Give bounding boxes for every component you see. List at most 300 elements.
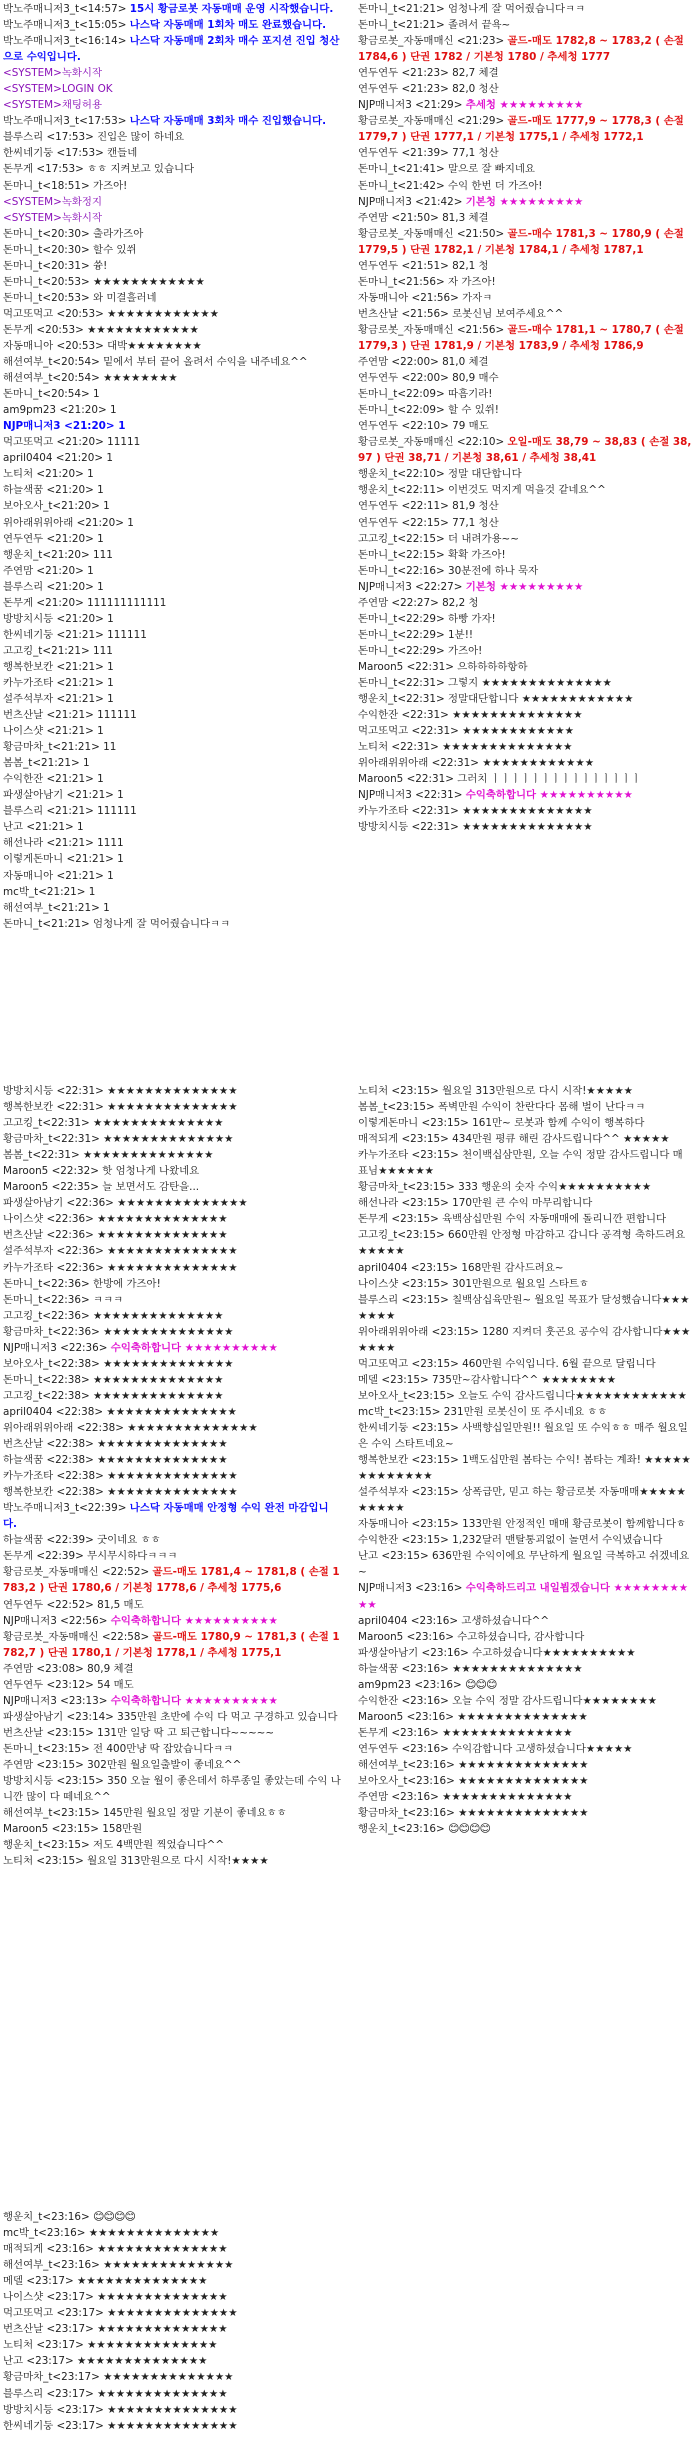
chat-message — [358, 1548, 692, 1580]
chat-message-text: 방방치시등 <21:20> 1 — [3, 612, 114, 625]
chat-message — [3, 1677, 342, 1693]
chat-message-text: 자동매니아 <21:21> 1 — [3, 869, 114, 882]
chat-message-text: 난고 <23:17> ★★★★★★★★★★★★★★ — [3, 2355, 208, 2368]
chat-message-text: 먹고또먹고 <22:31> ★★★★★★★★★★★★ — [358, 725, 574, 738]
chat-message — [3, 1388, 342, 1404]
chat-message — [3, 322, 342, 338]
chat-message-text: 연두연두 <21:23> 82,7 체결 — [358, 67, 499, 80]
chat-message-text: <SYSTEM>녹화정지 — [3, 195, 102, 208]
chat-message — [3, 2257, 342, 2273]
chat-message-text: 카누가조타 <21:21> 1 — [3, 676, 114, 689]
chat-log-panel-2 — [355, 0, 695, 1005]
chat-message-text: 돈마니_t<21:21> 엄청나게 잘 먹어줬습니다ㅋㅋ — [3, 917, 231, 930]
chat-log-panel-1 — [0, 0, 345, 1005]
chat-message-text: 박노주매니저3_t<17:53> — [3, 115, 130, 128]
chat-message-highlight: 나스닥 자동매매 안정형 수익 완전 마감입니다. — [3, 1502, 329, 1531]
chat-message-text: 한씨네기둥 <23:17> ★★★★★★★★★★★★★★ — [3, 2419, 238, 2432]
chat-message — [3, 771, 342, 787]
chat-message — [358, 1324, 692, 1356]
chat-message-highlight: 수익축하합니다 ★★★★★★★★★★ — [110, 1614, 278, 1627]
chat-message — [358, 1276, 692, 1292]
chat-message — [358, 1372, 692, 1388]
chat-message — [3, 819, 342, 835]
chat-message-text: 블루스리 <17:53> 진입은 많이 하네요 — [3, 131, 185, 144]
chat-message-text: 나이스샷 <21:21> 1 — [3, 725, 104, 738]
chat-message — [3, 81, 342, 97]
chat-message — [358, 1195, 692, 1211]
chat-message-text: 노티처 <21:20> 1 — [3, 468, 94, 481]
chat-message-text: 한씨네기둥 <17:53> 캔들네 — [3, 147, 138, 160]
chat-message — [3, 611, 342, 627]
chat-message-text: 번츠산날 <22:38> ★★★★★★★★★★★★★★ — [3, 1438, 228, 1451]
chat-message — [3, 1115, 342, 1131]
chat-message — [3, 803, 342, 819]
chat-message-text: 돈마니_t<22:29> 가즈아! — [358, 644, 483, 657]
chat-message — [3, 1147, 342, 1163]
chat-message — [358, 723, 692, 739]
chat-message-text: 난고 <21:21> 1 — [3, 821, 84, 834]
chat-message — [358, 1645, 692, 1661]
chat-message-text: 보아오사_t<23:15> 오늘도 수익 감사드립니다★★★★★★★★★★★★ — [358, 1389, 687, 1402]
chat-message-text: 위아래위위아래 <23:15> 1280 지켜더 훗곤요 공수익 감사합니다★★★★★★★ — [358, 1325, 691, 1354]
chat-message-text: 봄봄_t<22:31> ★★★★★★★★★★★★★★ — [3, 1149, 214, 1162]
chat-message-text: 자동매니아 <20:53> 대박★★★★★★★★ — [3, 339, 202, 352]
chat-message — [3, 1452, 342, 1468]
chat-message — [3, 916, 342, 932]
chat-message-text: 번츠산날 <21:21> 111111 — [3, 709, 137, 722]
chat-message-text: 해션여부_t<20:54> ★★★★★★★★ — [3, 372, 178, 385]
chat-message — [358, 787, 692, 803]
chat-message — [358, 1452, 692, 1484]
chat-message-text: 황금마차_t<23:15> 333 행운의 숫자 수익★★★★★★★★★★ — [358, 1181, 652, 1194]
chat-message — [3, 1629, 342, 1661]
chat-message-text: 돈무게 <21:20> 111111111111 — [3, 596, 167, 609]
chat-message — [3, 2353, 342, 2369]
chat-message — [358, 418, 692, 434]
chat-message-text: 먹고또먹고 <23:15> 460만원 수익입니다. 6월 끝으로 달립니다 — [358, 1357, 656, 1370]
chat-message-text: 황금마차_t<23:17> ★★★★★★★★★★★★★★ — [3, 2371, 234, 2384]
chat-message-text: 매적되게 <23:16> ★★★★★★★★★★★★★★ — [3, 2243, 228, 2256]
chat-message-text: 연두연두 <23:16> 수익감합니다 고생하셨습니다★★★★★ — [358, 1742, 633, 1755]
chat-message-text: 하늘색꿈 <22:39> 굿이네요 ㅎㅎ — [3, 1534, 161, 1547]
smiley-emoji-icon: 😊😊😊😊 — [93, 2210, 135, 2223]
chat-message-highlight: 나스닥 자동매매 2회차 매수 포지션 진입 청산으로 수익입니다. — [3, 35, 340, 64]
chat-log-panel-3 — [0, 1082, 345, 2202]
chat-message — [358, 434, 692, 466]
chat-message — [3, 1292, 342, 1308]
chat-message-text: 돈마니_t<21:41> 말으로 잘 빠지네요 — [358, 163, 535, 176]
chat-message-text: 연두연두 <23:12> 54 매도 — [3, 1678, 134, 1691]
chat-message — [3, 675, 342, 691]
chat-message — [3, 1083, 342, 1099]
chat-message — [358, 643, 692, 659]
chat-message-text: 블루스리 <21:21> 111111 — [3, 805, 137, 818]
chat-message-text: 황금로봇_자동매매신 <21:56> — [358, 323, 508, 336]
chat-message — [358, 161, 692, 177]
chat-message — [3, 17, 342, 33]
chat-message — [3, 178, 342, 194]
chat-message-text: 보아오사_t<23:16> ★★★★★★★★★★★★★★ — [358, 1775, 589, 1788]
chat-message-text: 자동매니아 <23:15> 133만원 안정적인 매매 황금로봇이 함께합니다ㅎ — [358, 1518, 686, 1531]
chat-message-text: 돈마니_t<21:21> 엄청나게 잘 먹어줬습니다ㅋㅋ — [358, 3, 586, 15]
chat-message-text: 돈마니_t<21:42> 수익 한번 더 가즈아! — [358, 179, 543, 192]
chat-message-text: 봄봄_t<23:15> 폭벽만원 수익이 찬란다다 몸해 벌이 난다ㅋㅋ — [358, 1101, 646, 1114]
chat-message-text: Maroon5 <22:31> 으하하하하항하 — [358, 660, 528, 673]
chat-message-text: 나이스샷 <22:36> ★★★★★★★★★★★★★★ — [3, 1213, 228, 1226]
chat-message — [358, 1147, 692, 1179]
chat-message — [3, 1500, 342, 1532]
chat-message-text: Maroon5 <22:35> 늘 보면서도 감탄을... — [3, 1181, 200, 1194]
chat-message-text: Maroon5 <23:16> 수고하셨습니다, 감사합니다 — [358, 1630, 585, 1643]
chat-message — [3, 1099, 342, 1115]
chat-message-text: 방방치시등 <22:31> ★★★★★★★★★★★★★★ — [358, 821, 593, 834]
chat-message — [358, 274, 692, 290]
chat-message-text: 파생살아남기 <21:21> 1 — [3, 789, 124, 802]
chat-message-text: mc박_t<23:15> 231만원 로봇신이 또 주시네요 ㅎㅎ — [358, 1405, 608, 1418]
chat-message-highlight: 기본청 ★★★★★★★★★ — [465, 195, 584, 208]
chat-message-text: 한씨네기둥 <21:21> 111111 — [3, 628, 147, 641]
chat-message — [3, 1548, 342, 1564]
chat-message-text: 돈무게 <22:39> 무시무시하다ㅋㅋㅋ — [3, 1550, 178, 1563]
chat-message — [358, 1629, 692, 1645]
chat-message — [358, 81, 692, 97]
chat-message — [3, 1532, 342, 1548]
chat-message — [358, 1179, 692, 1195]
chat-message — [358, 1741, 692, 1757]
chat-message-text: 이렇게돈마니 <21:21> 1 — [3, 853, 124, 866]
chat-message — [358, 755, 692, 771]
chat-message — [358, 1420, 692, 1452]
chat-message — [358, 531, 692, 547]
chat-message — [3, 1356, 342, 1372]
chat-message — [3, 2337, 342, 2353]
chat-message — [3, 884, 342, 900]
chat-message — [3, 1404, 342, 1420]
chat-log-panel-5 — [0, 2208, 345, 2452]
chat-message — [3, 1468, 342, 1484]
chat-message — [358, 1083, 692, 1099]
chat-message — [358, 1821, 692, 1837]
chat-message — [3, 707, 342, 723]
chat-message-text: <SYSTEM>채팅허용 — [3, 99, 102, 112]
chat-message-text: april0404 <23:15> 168만원 감사드려요~ — [358, 1261, 564, 1274]
chat-message-text: 위아래위위아래 <22:31> ★★★★★★★★★★★★ — [358, 757, 595, 770]
chat-message-text: Maroon5 <22:32> 핫 엄청나게 나왔네요 — [3, 1165, 200, 1178]
chat-message — [3, 1757, 342, 1773]
chat-message — [358, 322, 692, 354]
chat-message — [358, 1484, 692, 1516]
chat-message-text: 위아래위위아래 <22:38> ★★★★★★★★★★★★★★ — [3, 1421, 258, 1434]
chat-message-text: 카누가조타 <23:15> 천이백십삼만원, 오늘 수익 정말 감사드립니다 매표님★★★★★★ — [358, 1149, 683, 1178]
chat-message — [3, 1436, 342, 1452]
chat-message-text: 방방치시등 <22:31> ★★★★★★★★★★★★★★ — [3, 1085, 238, 1097]
chat-message — [3, 418, 342, 434]
chat-message-text: 돈마니_t<20:53> ★★★★★★★★★★★★ — [3, 275, 205, 288]
chat-message-text: mc박_t<21:21> 1 — [3, 885, 96, 898]
chat-message — [3, 1853, 342, 1869]
chat-message-highlight: 15시 황금로봇 자동매매 운영 시작했습니다. — [129, 3, 334, 15]
chat-message-text: 메델 <23:15> 735만~감사합니다^^ ★★★★★★★★ — [358, 1373, 617, 1386]
chat-message-highlight: 골드-매도 1781,4 ~ 1781,8 ( 손절 1783,2 ) 단권 1780,6 / 기본청 1778,6 / 추세청 1775,6 — [3, 1566, 340, 1595]
chat-message — [358, 498, 692, 514]
chat-message-text: 카누가조타 <22:36> ★★★★★★★★★★★★★★ — [3, 1261, 238, 1274]
chat-message — [3, 1211, 342, 1227]
chat-message — [358, 226, 692, 258]
chat-message — [358, 1725, 692, 1741]
chat-message-text: 설주석부자 <21:21> 1 — [3, 693, 114, 706]
chat-message — [358, 482, 692, 498]
chat-message — [3, 386, 342, 402]
chat-message-text: 주연맘 <21:20> 1 — [3, 564, 94, 577]
chat-message — [3, 1484, 342, 1500]
chat-message — [358, 210, 692, 226]
chat-message-text: <SYSTEM>녹화시작 — [3, 67, 102, 80]
chat-message — [358, 1404, 692, 1420]
chat-message-text: 이렇게돈마니 <23:15> 161만~ 로봇과 함께 수익이 행복하다 — [358, 1117, 645, 1130]
chat-message — [358, 178, 692, 194]
chat-message-text: 고고킹_t<23:15> 660만원 안정형 마감하고 갑니다 공격형 축하드려요★★★★★ — [358, 1229, 686, 1258]
chat-message — [358, 1532, 692, 1548]
chat-message — [3, 1725, 342, 1741]
chat-message-text: 황금마차_t<22:31> ★★★★★★★★★★★★★★ — [3, 1133, 234, 1146]
chat-message — [3, 1372, 342, 1388]
chat-message — [3, 1260, 342, 1276]
chat-message-text: 행운치_t<22:31> 정말대단합니다 ★★★★★★★★★★★★ — [358, 693, 634, 706]
chat-message-text: 보아오사_t<22:38> ★★★★★★★★★★★★★★ — [3, 1357, 234, 1370]
chat-message-text: 돈마니_t<20:53> 와 미결흘러네 — [3, 291, 157, 304]
chat-message-text: 행복한보칸 <22:31> ★★★★★★★★★★★★★★ — [3, 1101, 238, 1114]
chat-message — [3, 579, 342, 595]
chat-message — [3, 129, 342, 145]
chat-message-text: NJP매니저3 <23:13> — [3, 1694, 111, 1707]
chat-message — [3, 1597, 342, 1613]
chat-message — [358, 1773, 692, 1789]
chat-message — [358, 354, 692, 370]
chat-message-text: 고고킹_t<21:21> 111 — [3, 644, 113, 657]
chat-message — [358, 675, 692, 691]
chat-message-text: april0404 <23:16> 고생하셨습니다^^ — [358, 1614, 550, 1627]
chat-message-text: 황금로봇_자동매매신 <21:29> — [358, 115, 508, 128]
chat-message-text: mc박_t<23:16> ★★★★★★★★★★★★★★ — [3, 2227, 220, 2240]
chat-message — [358, 1613, 692, 1629]
chat-message-text: 박노주매니저3_t<15:05> — [3, 19, 130, 32]
chat-message-highlight: 골드-매도 1780,9 ~ 1781,3 ( 손절 1782,7 ) 단권 1780,1 / 기본청 1778,1 / 추세청 1775,1 — [3, 1630, 340, 1659]
chat-message-text: 수익한잔 <23:15> 1,232달러 맨탈통괴없이 놀면서 수익냈습니다 — [358, 1534, 663, 1547]
chat-message — [3, 2241, 342, 2257]
chat-message-text: NJP매니저3 <21:42> — [358, 195, 466, 208]
chat-message — [358, 386, 692, 402]
chat-message-text: 행운치_t<22:10> 정말 대단합니다 — [358, 468, 522, 481]
chat-message-text: 행복한보칸 <23:15> 1백도십만원 봄타는 수익! 봄타는 계좌! ★★★★★★★★★★★★★ — [358, 1454, 691, 1483]
chat-message-text: 해선나라 <21:21> 1111 — [3, 837, 124, 850]
chat-message-text: 고고킹_t<22:38> ★★★★★★★★★★★★★★ — [3, 1389, 224, 1402]
chat-message-text: 행운치_t<23:16> — [3, 2211, 94, 2223]
chat-message — [3, 1693, 342, 1709]
chat-message — [358, 739, 692, 755]
chat-message — [3, 1805, 342, 1821]
chat-message — [358, 1709, 692, 1725]
chat-message-text: 자동매니아 <21:56> 가자ㅋ — [358, 291, 493, 304]
chat-message-text: 하늘색꿈 <23:16> ★★★★★★★★★★★★★★ — [358, 1662, 583, 1675]
chat-message — [3, 739, 342, 755]
chat-message — [3, 515, 342, 531]
chat-message — [3, 1163, 342, 1179]
chat-message-text: 주연맘 <23:08> 80,9 체결 — [3, 1662, 134, 1675]
chat-message-text: 박노주매니저3_t<16:14> — [3, 35, 130, 48]
chat-message — [3, 2402, 342, 2418]
chat-message-text: 난고 <23:15> 636만원 수익이에요 무난하게 월요일 극복하고 쉬겠네요~ — [358, 1550, 690, 1579]
chat-message-text: NJP매니저3 <21:29> — [358, 99, 466, 112]
chat-message — [358, 1, 692, 17]
chat-message-text: 설주석부자 <22:36> ★★★★★★★★★★★★★★ — [3, 1245, 238, 1258]
chat-message — [3, 482, 342, 498]
chat-message — [3, 2273, 342, 2289]
chat-message-text: 고고킹_t<22:15> 더 내려가용~~ — [358, 532, 519, 545]
chat-message-text: 주연맘 <23:15> 302만원 월요일출발이 좋네요^^ — [3, 1758, 242, 1771]
chat-message — [3, 755, 342, 771]
chat-message — [3, 1227, 342, 1243]
chat-message — [3, 434, 342, 450]
chat-message — [3, 2305, 342, 2321]
chat-message-text: 황금마차_t<23:16> ★★★★★★★★★★★★★★ — [358, 1807, 589, 1820]
chat-message-text: 연두연두 <22:15> 77,1 청산 — [358, 516, 499, 529]
chat-message — [358, 97, 692, 113]
chat-message — [358, 1260, 692, 1276]
chat-message — [3, 563, 342, 579]
chat-message — [3, 1821, 342, 1837]
chat-message-text: NJP매니저3 <22:56> — [3, 1614, 111, 1627]
chat-message — [3, 306, 342, 322]
chat-message-highlight: 골드-매도 1777,9 ~ 1778,3 ( 손절 1779,7 ) 단권 1777,1 / 기본청 1775,1 / 추세청 1772,1 — [358, 115, 684, 144]
chat-message-highlight: 골드-매수 1781,1 ~ 1780,7 ( 손절 1779,3 ) 단권 1781,9 / 기본청 1783,9 / 추세청 1786,9 — [358, 323, 684, 352]
chat-message-text: 번츠산날 <21:56> 로봇신님 보여주세요^^ — [358, 307, 564, 320]
chat-message-text: 박노주매니저3_t<14:57> — [3, 3, 130, 15]
chat-message-text: 돈마니_t<22:09> 따흠기라! — [358, 388, 493, 401]
chat-message — [3, 258, 342, 274]
chat-message — [358, 579, 692, 595]
chat-message — [3, 851, 342, 867]
chat-message-text: Maroon5 <22:31> 그러치 ㅣㅣㅣㅣㅣㅣㅣㅣㅣㅣㅣㅣㅣㅣㅣ — [358, 773, 642, 786]
chat-message-text: 돈마니_t<21:21> 졸려서 끝욕~ — [358, 19, 511, 32]
chat-message-text: 돈마니_t<20:31> 쓩! — [3, 259, 108, 272]
chat-message-text: 황금로봇_자동매매신 <22:58> — [3, 1630, 153, 1643]
chat-message — [3, 194, 342, 210]
chat-message-text: 주연맘 <22:27> 82,2 청 — [358, 596, 479, 609]
chat-message-highlight: 나스닥 자동매매 3회차 매수 진입했습니다. — [129, 115, 327, 128]
chat-message-highlight: 수익축하합니다 ★★★★★★★★★★ — [465, 789, 633, 802]
chat-message-text: 수익한잔 <21:21> 1 — [3, 773, 104, 786]
chat-message — [358, 1789, 692, 1805]
chat-message — [3, 338, 342, 354]
chat-message-text: 행복한보칸 <21:21> 1 — [3, 660, 114, 673]
chat-message-text: NJP매니저3 <23:16> — [358, 1582, 466, 1595]
chat-message — [358, 1356, 692, 1372]
chat-message-text: 황금로봇_자동매매신 <21:50> — [358, 227, 508, 240]
chat-message — [3, 1661, 342, 1677]
chat-message-text: 돈마니_t<22:15> 확확 가즈아! — [358, 548, 506, 561]
chat-message-text: 황금로봇_자동매매신 <22:52> — [3, 1566, 153, 1579]
chat-message — [3, 1308, 342, 1324]
chat-message-text: 번츠산날 <22:36> ★★★★★★★★★★★★★★ — [3, 1229, 228, 1242]
chat-message — [358, 113, 692, 145]
chat-message — [3, 2369, 342, 2385]
chat-message-text: 황금마차_t<21:21> 11 — [3, 741, 117, 754]
chat-message-text: 돈마니_t<22:36> ㅋㅋㅋ — [3, 1293, 124, 1306]
chat-message — [358, 17, 692, 33]
chat-message-text: 주연맘 <21:50> 81,3 체결 — [358, 211, 489, 224]
chat-message-text: 카누가조타 <22:31> ★★★★★★★★★★★★★★ — [358, 805, 593, 818]
chat-message — [358, 1115, 692, 1131]
chat-message-highlight: 기본청 ★★★★★★★★★ — [465, 580, 584, 593]
chat-message-text: 돈무게 <23:16> ★★★★★★★★★★★★★★ — [358, 1726, 573, 1739]
chat-message — [3, 210, 342, 226]
chat-message-text: 보아오사_t<21:20> 1 — [3, 500, 110, 513]
chat-message-text: 블루스리 <23:17> ★★★★★★★★★★★★★★ — [3, 2387, 228, 2400]
chat-message — [358, 370, 692, 386]
chat-message-text: 행복한보칸 <22:38> ★★★★★★★★★★★★★★ — [3, 1486, 238, 1499]
chat-message-text: am9pm23 <21:20> 1 — [3, 404, 117, 417]
chat-message-text: 돈마니_t<20:30> 할수 있쒸 — [3, 243, 137, 256]
chat-message — [3, 1709, 342, 1725]
chat-message-text: 고고킹_t<22:31> ★★★★★★★★★★★★★★ — [3, 1117, 224, 1130]
chat-message — [358, 803, 692, 819]
chat-message-text: 블루스리 <23:15> 칠백삼십육만원~ 월요일 목표가 달성했습니다★★★★★★★ — [358, 1293, 690, 1322]
chat-log-panel-4 — [355, 1082, 695, 2202]
chat-message-text: NJP매니저3 <22:27> — [358, 580, 466, 593]
chat-message — [3, 290, 342, 306]
chat-message-text: 주연맘 <23:16> ★★★★★★★★★★★★★★ — [358, 1791, 573, 1804]
chat-message — [358, 1292, 692, 1324]
chat-message — [3, 33, 342, 65]
chat-message — [3, 242, 342, 258]
chat-message — [3, 643, 342, 659]
chat-message-text: 연두연두 <21:51> 82,1 청 — [358, 259, 489, 272]
chat-message-text: 노티처 <23:15> 월요일 313만원으로 다시 시작!★★★★ — [3, 1855, 269, 1868]
chat-message — [358, 1131, 692, 1147]
chat-message-text: 먹고또먹고 <23:17> ★★★★★★★★★★★★★★ — [3, 2307, 238, 2320]
chat-message — [3, 498, 342, 514]
chat-message — [3, 1773, 342, 1805]
chat-message-highlight: 골드-매수 1781,3 ~ 1780,9 ( 손절 1779,5 ) 단권 1782,1 / 기본청 1784,1 / 추세청 1787,1 — [358, 227, 684, 256]
chat-message-text: 노티처 <23:15> 월요일 313만원으로 다시 시작!★★★★★ — [358, 1085, 633, 1097]
chat-message — [3, 2386, 342, 2402]
chat-message-text: 고고킹_t<22:36> ★★★★★★★★★★★★★★ — [3, 1309, 224, 1322]
chat-message-text: 나이스샷 <23:15> 301만원으로 월요일 스타트ㅎ — [358, 1277, 589, 1290]
chat-message-text: 돈마니_t<20:30> 출라가즈아 — [3, 227, 144, 240]
chat-message-text: 해선나라 <23:15> 170만원 큰 수익 마무리합니다 — [358, 1197, 593, 1210]
chat-message — [3, 354, 342, 370]
chat-message — [358, 627, 692, 643]
chat-message — [358, 563, 692, 579]
chat-message — [3, 1131, 342, 1147]
chat-message-highlight: 나스닥 자동매매 1회차 매도 완료했습니다. — [129, 19, 327, 32]
chat-message — [3, 1564, 342, 1596]
chat-message — [3, 835, 342, 851]
chat-message-text: 연두연두 <21:20> 1 — [3, 532, 104, 545]
chat-message-text: 행운치_t<23:16> — [358, 1823, 449, 1836]
chat-message — [3, 97, 342, 113]
chat-message — [358, 595, 692, 611]
chat-message — [358, 1516, 692, 1532]
chat-message — [3, 659, 342, 675]
chat-message — [358, 819, 692, 835]
chat-message-text: 메델 <23:17> ★★★★★★★★★★★★★★ — [3, 2275, 208, 2288]
chat-message — [358, 659, 692, 675]
chat-message — [358, 33, 692, 65]
chat-message-text: 돈마니_t<23:15> 전 400만냥 딱 잡았습니다ㅋㅋ — [3, 1742, 234, 1755]
chat-message — [3, 274, 342, 290]
chat-message-text: 돈마니_t<22:16> 30분전에 하나 묵자 — [358, 564, 539, 577]
